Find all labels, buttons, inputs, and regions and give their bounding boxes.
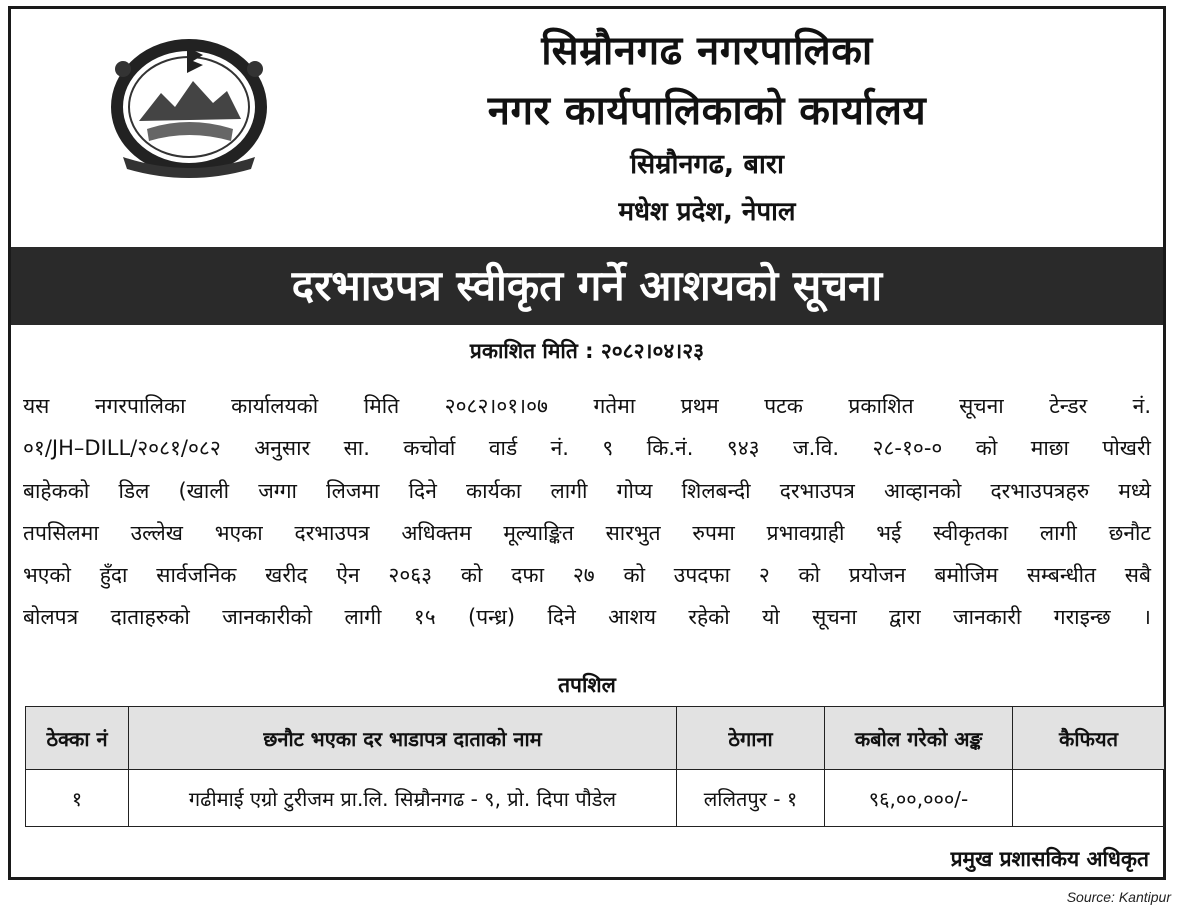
selected-bidder-table [25,706,1165,827]
body-line: ०१/JH–DILL/२०८१/०८२ अनुसार सा. कचोर्वा वार्ड नं. ९ कि.नं. ९४३ ज.वि. २८-१०-० को माछा पोखरी [23,436,1151,461]
notice-title-banner: दरभाउपत्र स्वीकृत गर्ने आशयको सूचना [11,247,1163,325]
cell-bid-amount: ९६,००,०००/- [825,770,1013,827]
table-row [26,770,1165,827]
body-line: भएको हुँदा सार्वजनिक खरीद ऐन २०६३ को दफा २७ को उपदफा २ को प्रयोजन बमोजिम सम्बन्धीत सबै [23,563,1151,588]
municipality-name: सिम्रौनगढ नगरपालिका [541,28,873,74]
source-credit: Source: Kantipur [1066,889,1171,905]
col-remarks: कैफियत [1013,707,1165,770]
cell-bidder-name: गढीमाई एग्रो टुरीजम प्रा.लि. सिम्रौनगढ - ९, प्रो. दिपा पौडेल [129,770,677,827]
body-line: यस नगरपालिका कार्यालयको मिति २०८२।०१।०७ गतेमा प्रथम पटक प्रकाशित सूचना टेन्डर नं. [23,394,1151,418]
signatory-title: प्रमुख प्रशासकिय अधिकृत [950,847,1149,871]
col-address: ठेगाना [677,707,825,770]
nepal-government-emblem-icon [103,29,275,181]
col-bid-amount: कबोल गरेको अङ्क [825,707,1013,770]
col-bidder-name: छनौट भएका दर भाडापत्र दाताको नाम [129,707,677,770]
cell-contract-no: १ [26,770,129,827]
notice-body [23,385,1151,639]
cell-address: ललितपुर - १ [677,770,825,827]
cell-remarks [1013,770,1165,827]
province-country: मधेश प्रदेश, नेपाल [618,197,796,227]
col-contract-no: ठेक्का नं [26,707,129,770]
body-line: बाहेकको डिल (खाली जग्गा लिजमा दिने कार्यका लागी गोप्य शिलबन्दी दरभाउपत्र आव्हानको दरभाउपत्रहरु मध्ये [23,478,1151,503]
office-name-block [251,21,1163,235]
body-line: तपसिलमा उल्लेख भएका दरभाउपत्र अधिक्तम मूल्याङ्कित सारभुत रुपमा प्रभावग्राही भई स्वीकृतका लागी छनौट [23,520,1151,545]
table-header-row [26,707,1165,770]
office-location: सिम्रौनगढ, बारा [630,149,784,180]
body-line: बोलपत्र दाताहरुको जानकारीको लागी १५ (पन्ध्र) दिने आशय रहेको यो सूचना द्वारा जानकारी गराइन्छ । [23,605,1151,630]
published-date: प्रकाशित मिति : २०८२।०४।२३ [469,339,705,363]
notice-header [11,9,1163,247]
details-heading: तपशिल [558,673,616,697]
office-name: नगर कार्यपालिकाको कार्यालय [487,88,927,134]
notice-document [8,6,1166,880]
